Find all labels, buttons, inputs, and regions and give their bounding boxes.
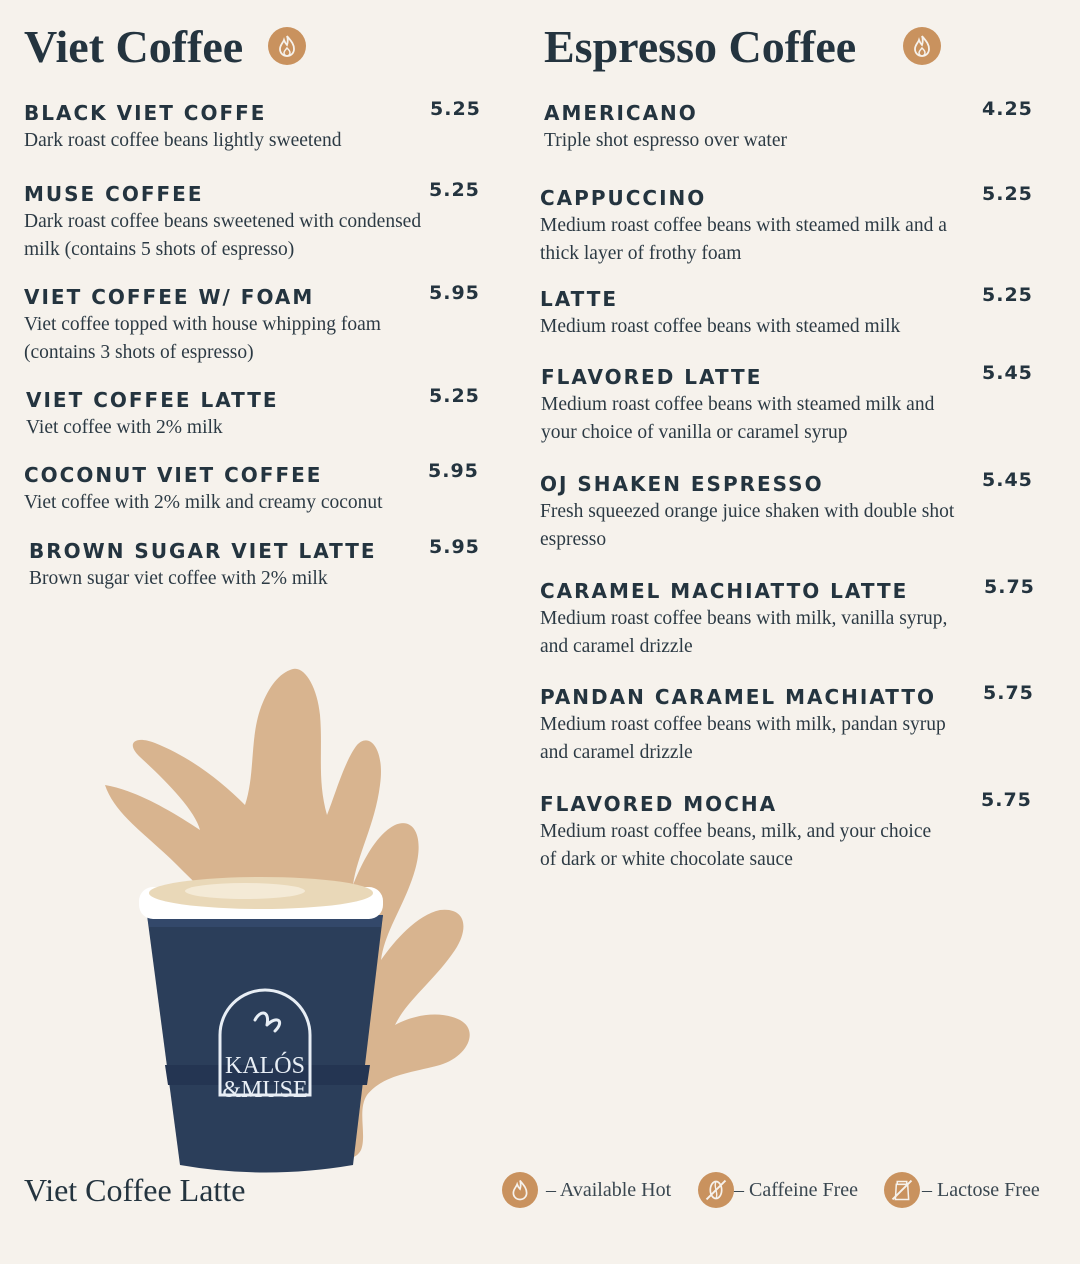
item-name: OJ SHAKEN ESPRESSO [540,472,824,496]
menu-item-flavored-latte [541,364,1041,447]
cup-logo-line2: &MUSE [222,1077,308,1103]
legend-label: – Lactose Free [922,1178,1040,1201]
menu-item-flavored-mocha [540,791,1040,874]
item-description: Dark roast coffee beans lightly sweetend [24,130,342,151]
item-name: MUSE COFFEE [24,182,204,206]
item-name: VIET COFFEE W/ FOAM [24,285,315,309]
feature-caption: Viet Coffee Latte [24,1172,246,1208]
item-price: 5.75 [983,682,1034,704]
menu-item-pandan-caramel-machiatto [540,684,1040,767]
item-name: FLAVORED LATTE [541,365,763,389]
item-price: 5.75 [984,576,1035,598]
flame-icon [502,1172,538,1208]
item-description: Medium roast coffee beans with steamed milk and your choice of vanilla or caramel syrup [541,394,935,443]
item-description: Medium roast coffee beans, milk, and your choice of dark or white chocolate sauce [540,821,932,870]
menu-item-muse-coffee [24,181,484,264]
item-name: AMERICANO [544,101,698,125]
no-caffeine-icon [698,1172,734,1208]
item-description: Viet coffee with 2% milk and creamy coconut [24,492,383,513]
flame-icon [903,27,941,65]
item-price: 5.25 [982,183,1033,205]
item-price: 5.45 [982,469,1033,491]
legend-available-hot [502,1172,671,1208]
item-description: Fresh squeezed orange juice shaken with double shot espresso [540,501,955,550]
item-description: Medium roast coffee beans with milk, pandan syrup and caramel drizzle [540,714,946,763]
item-name: BROWN SUGAR VIET LATTE [29,539,377,563]
item-price: 5.25 [429,385,480,407]
item-description: Medium roast coffee beans with milk, vanilla syrup, and caramel drizzle [540,608,948,657]
item-description: Viet coffee with 2% milk [26,417,223,438]
item-price: 5.25 [429,179,480,201]
item-price: 5.45 [982,362,1033,384]
item-name: VIET COFFEE LATTE [26,388,279,412]
menu-item-viet-coffee-latte [26,387,486,442]
item-price: 5.95 [429,282,480,304]
item-price: 4.25 [982,98,1033,120]
menu-item-cappuccino [540,185,1040,268]
item-description: Medium roast coffee beans with steamed milk and a thick layer of frothy foam [540,215,947,264]
item-name: COCONUT VIET COFFEE [24,463,323,487]
item-name: PANDAN CARAMEL MACHIATTO [540,685,937,709]
item-price: 5.25 [982,284,1033,306]
no-lactose-icon [884,1172,920,1208]
coffee-cup [139,877,383,1173]
menu-item-oj-shaken-espresso [540,471,1040,554]
item-name: CARAMEL MACHIATTO LATTE [540,579,909,603]
menu-item-viet-coffee-foam [24,284,484,367]
item-name: CAPPUCCINO [540,186,707,210]
item-price: 5.25 [430,98,481,120]
menu-item-brown-sugar-viet-latte [29,538,489,593]
coffee-cup-illustration [95,665,545,1185]
item-description: Dark roast coffee beans sweetened with condensed milk (contains 5 shots of espresso) [24,211,422,260]
item-price: 5.75 [981,789,1032,811]
flame-icon [268,27,306,65]
item-price: 5.95 [429,536,480,558]
item-description: Viet coffee topped with house whipping foam (contains 3 shots of espresso) [24,314,381,363]
item-name: FLAVORED MOCHA [540,792,778,816]
item-name: LATTE [540,287,619,311]
item-name: BLACK VIET COFFE [24,101,267,125]
cup-logo-line1: KALÓS [224,1053,306,1079]
legend-caffeine-free [698,1172,858,1208]
menu-item-black-viet-coffe [24,100,484,155]
item-price: 5.95 [428,460,479,482]
menu-item-coconut-viet-coffee [24,462,484,517]
item-description: Brown sugar viet coffee with 2% milk [29,568,328,589]
legend-label: – Available Hot [546,1178,672,1201]
viet-coffee-title: Viet Coffee [24,21,244,72]
legend-lactose-free [884,1172,1040,1208]
legend-label: – Caffeine Free [734,1178,859,1201]
menu-item-latte [540,286,1040,341]
item-description: Medium roast coffee beans with steamed milk [540,316,901,337]
menu-item-caramel-machiatto-latte [540,578,1040,661]
item-description: Triple shot espresso over water [544,130,787,151]
menu-item-americano [544,100,1044,155]
espresso-coffee-title: Espresso Coffee [544,21,857,72]
